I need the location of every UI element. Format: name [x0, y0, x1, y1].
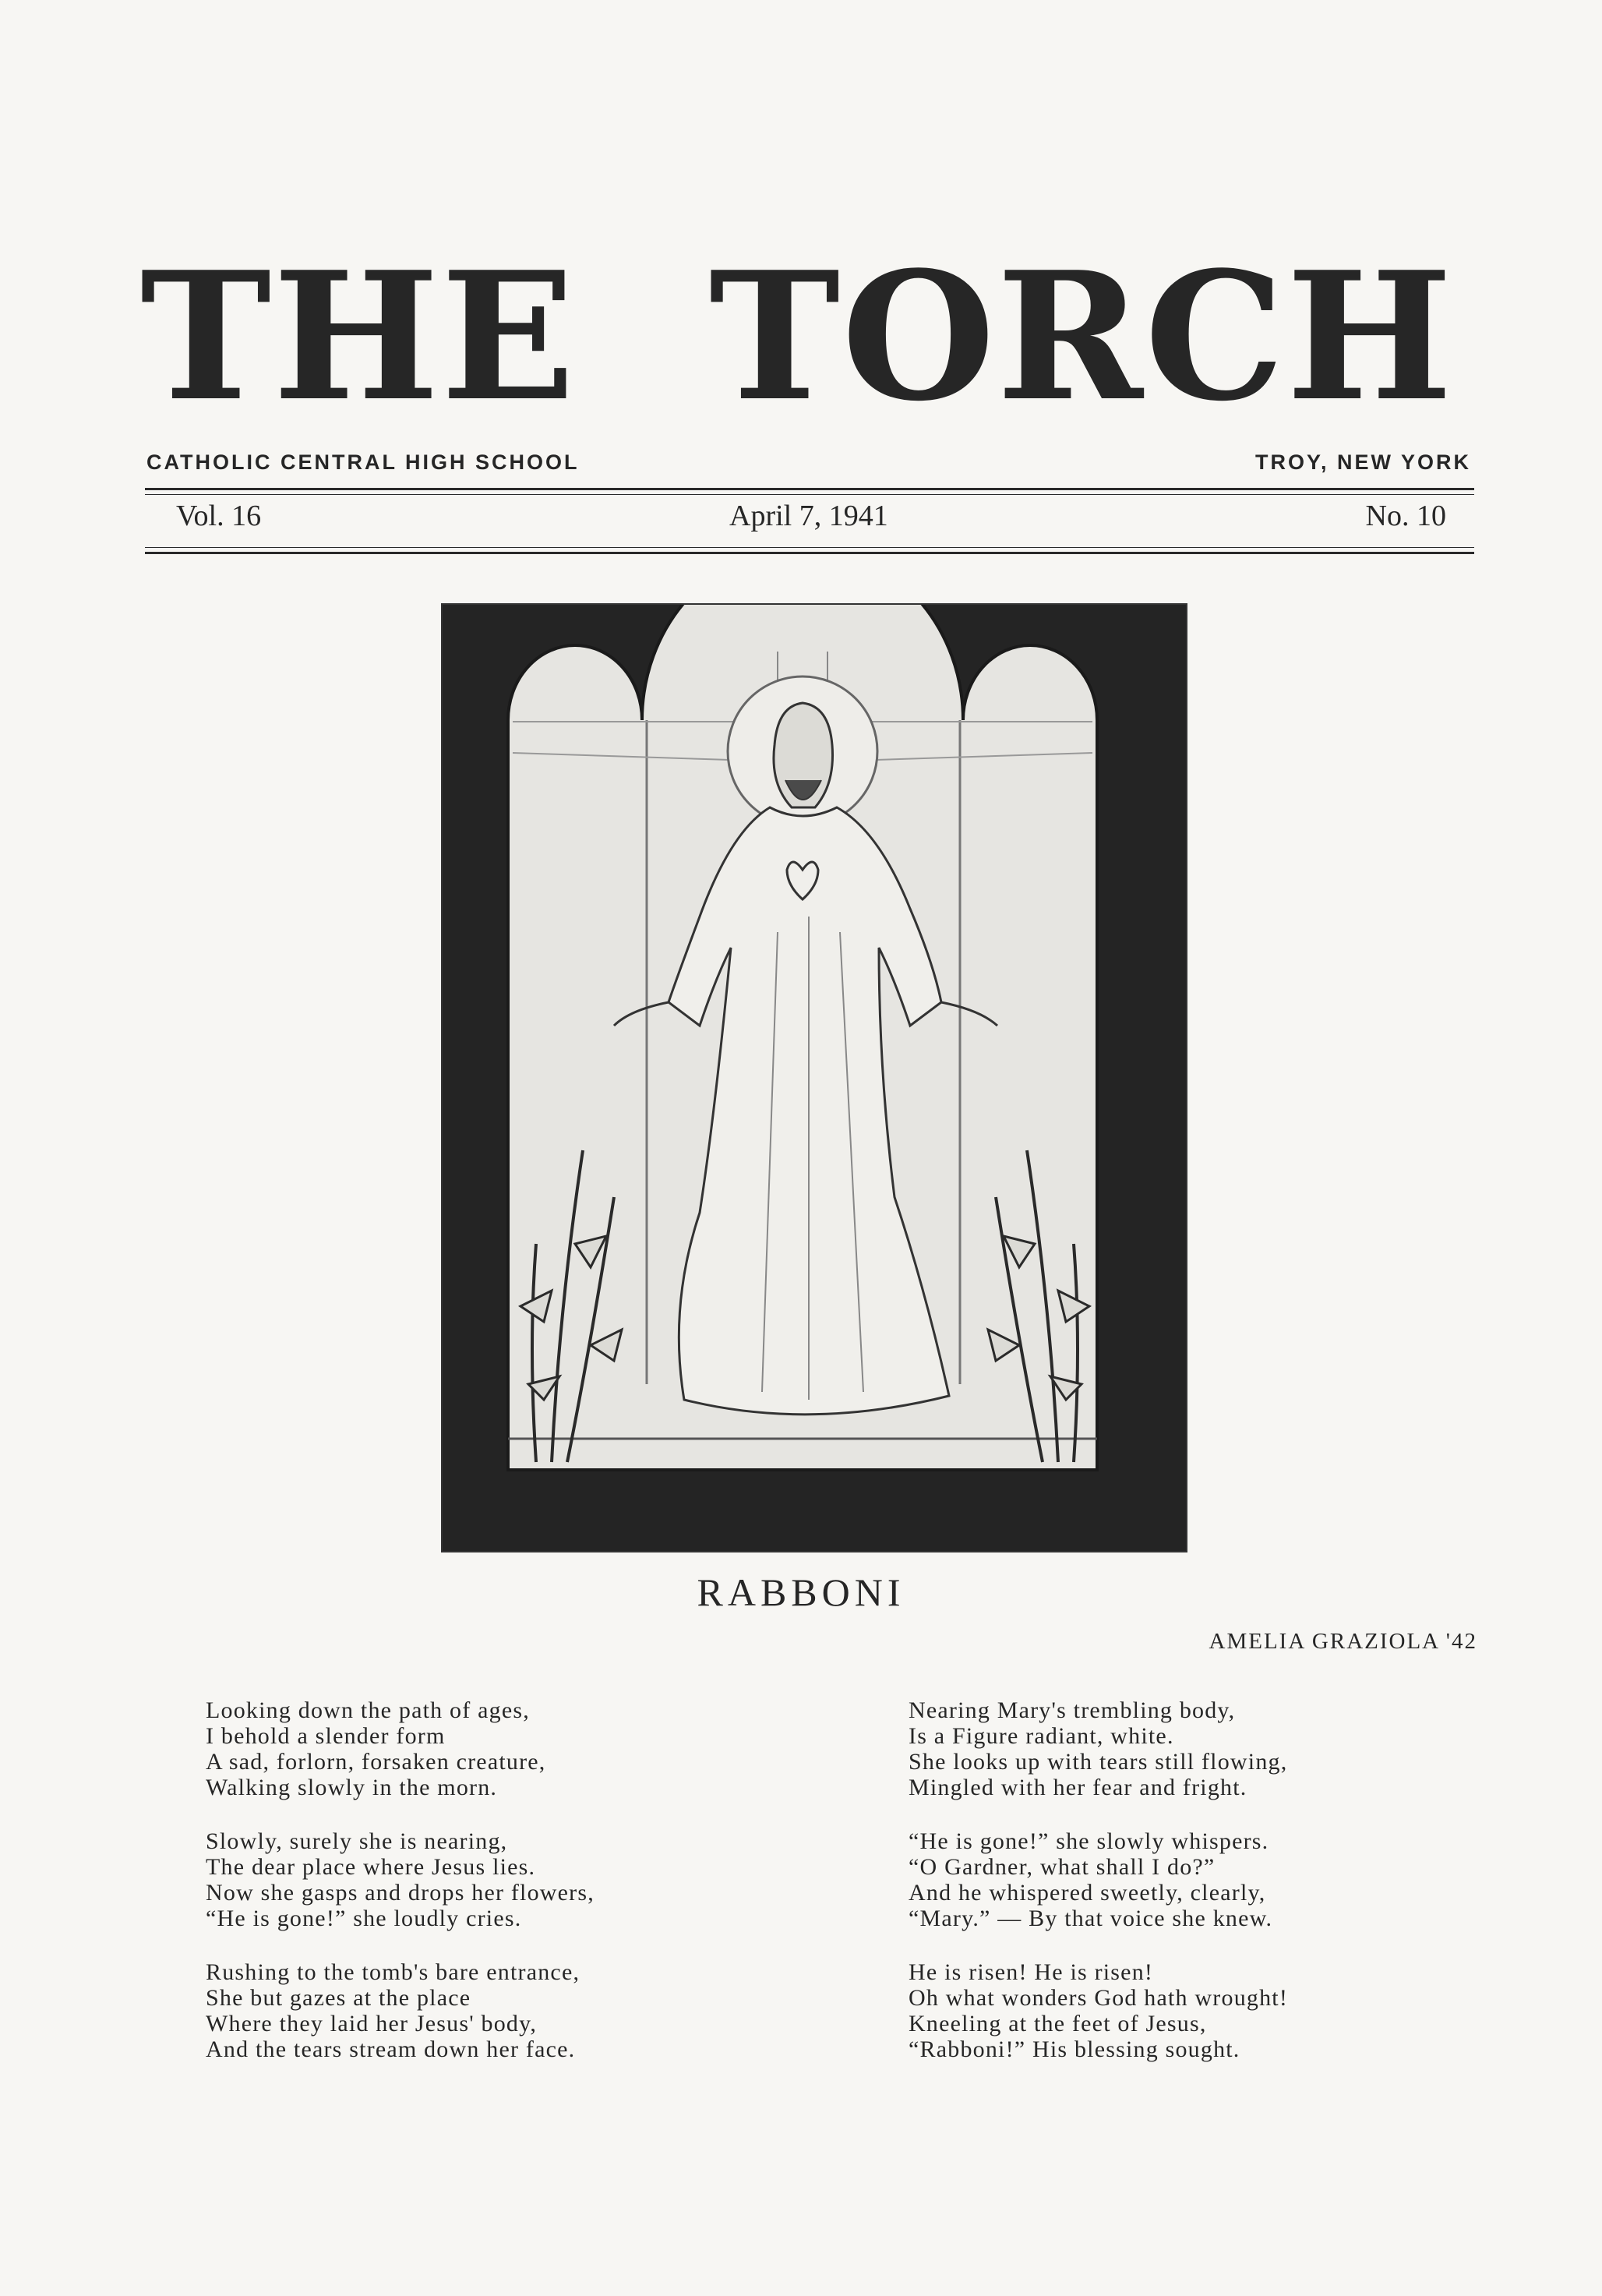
poem-line: The dear place where Jesus lies.: [206, 1854, 536, 1880]
poem-column-right: [909, 1697, 1454, 2090]
poem-line: I behold a slender form: [206, 1723, 446, 1749]
issue-volume: Vol. 16: [176, 500, 262, 532]
poem-line: “He is gone!” she slowly whispers.: [909, 1828, 1269, 1854]
poem-stanza: [206, 1828, 751, 1931]
poem-line: Now she gasps and drops her flowers,: [206, 1880, 595, 1906]
issue-number: No. 10: [1365, 500, 1446, 532]
poem-line: Slowly, surely she is nearing,: [206, 1828, 508, 1854]
school-name: CATHOLIC CENTRAL HIGH SCHOOL: [146, 450, 580, 474]
header-rule-bottom-thin: [145, 547, 1474, 548]
poem-line: “Mary.” — By that voice she knew.: [909, 1906, 1273, 1931]
poem-stanza: [909, 1697, 1454, 1800]
poem-line: A sad, forlorn, forsaken creature,: [206, 1749, 546, 1775]
poem-line: Mingled with her fear and fright.: [909, 1775, 1247, 1800]
poem-line: Kneeling at the feet of Jesus,: [909, 2011, 1207, 2036]
poem-line: Looking down the path of ages,: [206, 1697, 530, 1723]
school-location: TROY, NEW YORK: [1254, 450, 1471, 474]
poem-line: Nearing Mary's trembling body,: [909, 1697, 1236, 1723]
masthead-title-left: THE: [140, 234, 577, 440]
poem-title: RABBONI: [697, 1570, 905, 1614]
poem-line: “Rabboni!” His blessing sought.: [909, 2036, 1240, 2062]
poem-line: Rushing to the tomb's bare entrance,: [206, 1959, 580, 1985]
poem-line: And the tears stream down her face.: [206, 2036, 576, 2062]
poem-stanza: [206, 1697, 751, 1800]
poem-line: He is risen! He is risen!: [909, 1959, 1154, 1985]
poem-column-left: [206, 1697, 751, 2090]
poem-author: AMELIA GRAZIOLA '42: [1209, 1629, 1477, 1654]
poem-line: Walking slowly in the morn.: [206, 1775, 498, 1800]
poem-line: Is a Figure radiant, white.: [909, 1723, 1174, 1749]
header-rule-bottom: [145, 552, 1474, 554]
poem-stanza: [909, 1828, 1454, 1931]
poem-line: She but gazes at the place: [206, 1985, 471, 2011]
poem-line: Oh what wonders God hath wrought!: [909, 1985, 1289, 2011]
christ-illustration: [441, 603, 1187, 1552]
masthead-title-right: TORCH: [709, 234, 1455, 440]
poem-line: She looks up with tears still flowing,: [909, 1749, 1288, 1775]
header-rule-top-thin: [145, 494, 1474, 495]
header-rule-top: [145, 488, 1474, 490]
issue-date: April 7, 1941: [729, 500, 888, 532]
poem-line: “O Gardner, what shall I do?”: [909, 1854, 1216, 1880]
masthead-title: [132, 234, 1480, 440]
poem-line: Where they laid her Jesus' body,: [206, 2011, 538, 2036]
poem-stanza: [206, 1959, 751, 2062]
poem-line: “He is gone!” she loudly cries.: [206, 1906, 522, 1931]
poem-stanza: [909, 1959, 1454, 2062]
poem-line: And he whispered sweetly, clearly,: [909, 1880, 1266, 1906]
